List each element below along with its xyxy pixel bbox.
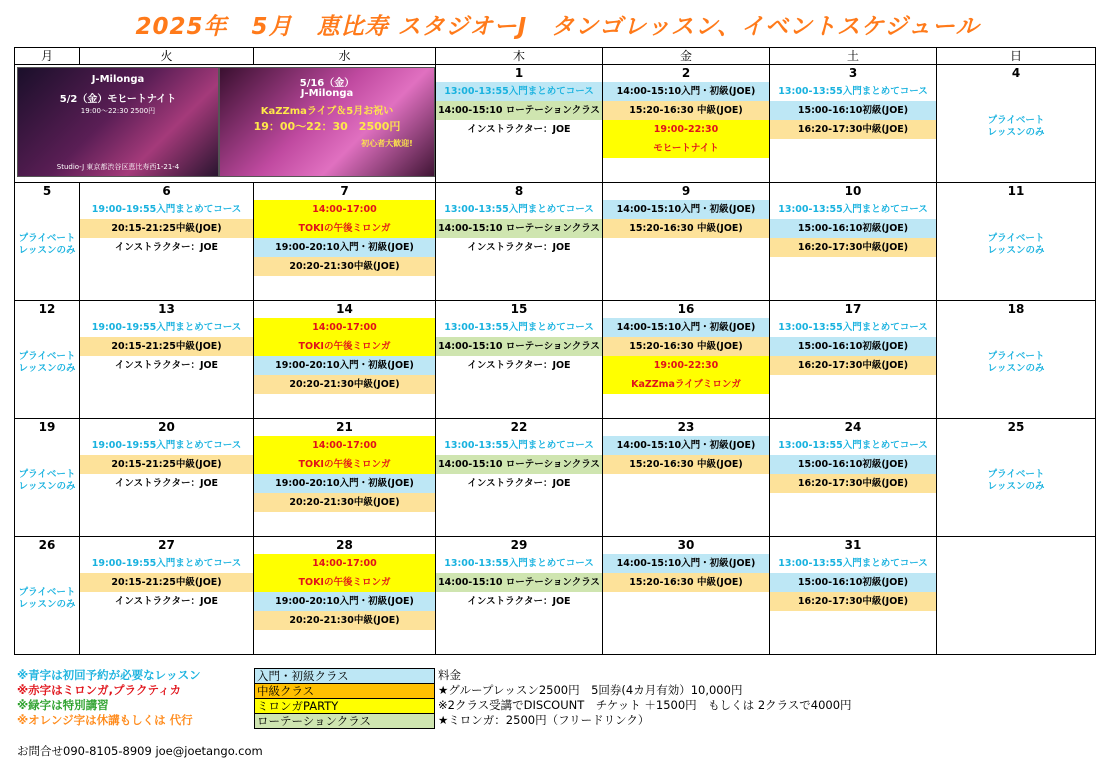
private-lesson-note bbox=[15, 351, 79, 375]
private-label: レッスンのみ bbox=[987, 245, 1045, 256]
schedule-entry: 20:15-21:25中級(JOE) bbox=[80, 337, 253, 356]
page-title: 2025年 5月 恵比寿 スタジオーJ タンゴレッスン、イベントスケジュール bbox=[135, 14, 980, 40]
schedule-entry: 14:00-15:10入門・初級(JOE) bbox=[603, 318, 769, 337]
private-lesson-note bbox=[15, 233, 79, 257]
schedule-entry: インストラクター：JOE bbox=[467, 478, 571, 489]
event-banner-area bbox=[15, 65, 435, 182]
day-number: 5 bbox=[42, 184, 52, 198]
event-banner-cell bbox=[15, 65, 436, 183]
schedule-entry: 15:20-16:30 中級(JOE) bbox=[603, 219, 769, 238]
day-number: 23 bbox=[677, 420, 695, 434]
key-rotation: ローテーションクラス bbox=[255, 714, 435, 729]
day-cell bbox=[15, 301, 80, 419]
schedule-entry: 15:20-16:30 中級(JOE) bbox=[603, 101, 769, 120]
schedule-entry: 19:00-19:55入門まとめてコース bbox=[91, 558, 242, 569]
schedule-entry: 14:00-15:10 ローテーションクラス bbox=[436, 455, 602, 474]
schedule-entry: 13:00-13:55入門まとめてコース bbox=[444, 558, 594, 569]
schedule-entry: 14:00-15:10入門・初級(JOE) bbox=[603, 82, 769, 101]
private-label: プライベート bbox=[987, 469, 1045, 480]
schedule-entry: 15:00-16:10初級(JOE) bbox=[770, 219, 936, 238]
banner-text: KaZZmaライブ＆5月お祝い bbox=[260, 106, 394, 117]
schedule-entry: 16:20-17:30中級(JOE) bbox=[770, 356, 936, 375]
day-number: 28 bbox=[336, 538, 353, 552]
day-number: 18 bbox=[1007, 302, 1025, 316]
day-cell bbox=[436, 301, 603, 419]
schedule-entry: 16:20-17:30中級(JOE) bbox=[770, 238, 936, 257]
schedule-entry: 19:00-19:55入門まとめてコース bbox=[91, 322, 242, 333]
day-cell bbox=[770, 537, 937, 655]
day-cell bbox=[937, 65, 1096, 183]
day-number: 30 bbox=[677, 538, 695, 552]
schedule-entry: 14:00-17:00 bbox=[254, 200, 435, 219]
day-cell bbox=[937, 419, 1096, 537]
fee-heading: 料金 bbox=[438, 668, 461, 682]
day-number: 10 bbox=[844, 184, 862, 198]
private-label: プライベート bbox=[18, 233, 76, 244]
day-cell bbox=[603, 537, 770, 655]
private-label: レッスンのみ bbox=[987, 481, 1045, 492]
schedule-entry: 14:00-17:00 bbox=[254, 318, 435, 337]
day-cell bbox=[937, 537, 1096, 655]
day-number: 2 bbox=[681, 66, 691, 80]
schedule-entry: TOKIの午後ミロンガ bbox=[254, 455, 435, 474]
schedule-entry: 16:20-17:30中級(JOE) bbox=[770, 474, 936, 493]
day-number: 19 bbox=[38, 420, 56, 434]
legend-notes bbox=[17, 668, 201, 728]
private-label: プライベート bbox=[987, 233, 1045, 244]
day-cell bbox=[80, 537, 254, 655]
private-label: レッスンのみ bbox=[18, 363, 76, 374]
week-row bbox=[15, 301, 1096, 419]
schedule-entry: 19:00-20:10入門・初級(JOE) bbox=[254, 592, 435, 611]
day-number: 20 bbox=[158, 420, 175, 434]
fee-info bbox=[438, 668, 852, 728]
day-number: 29 bbox=[510, 538, 528, 552]
weekday-wed: 水 bbox=[254, 48, 436, 65]
day-cell bbox=[254, 537, 436, 655]
schedule-entry: 20:20-21:30中級(JOE) bbox=[254, 611, 435, 630]
weekday-fri: 金 bbox=[603, 48, 770, 65]
schedule-entry: 14:00-17:00 bbox=[254, 436, 435, 455]
private-label: レッスンのみ bbox=[18, 245, 76, 256]
day-cell bbox=[937, 183, 1096, 301]
day-number: 13 bbox=[158, 302, 175, 316]
schedule-entry: 13:00-13:55入門まとめてコース bbox=[444, 440, 594, 451]
week-row bbox=[15, 537, 1096, 655]
schedule-entry: 19:00-19:55入門まとめてコース bbox=[91, 204, 242, 215]
schedule-entry: 20:15-21:25中級(JOE) bbox=[80, 573, 253, 592]
schedule-entry: TOKIの午後ミロンガ bbox=[254, 337, 435, 356]
schedule-entry: 14:00-15:10入門・初級(JOE) bbox=[603, 554, 769, 573]
schedule-entry: 15:00-16:10初級(JOE) bbox=[770, 455, 936, 474]
day-number: 17 bbox=[844, 302, 862, 316]
schedule-entry: インストラクター：JOE bbox=[467, 124, 571, 135]
day-cell bbox=[603, 65, 770, 183]
day-number: 26 bbox=[38, 538, 56, 552]
day-cell bbox=[770, 65, 937, 183]
day-number: 25 bbox=[1007, 420, 1025, 434]
legend-note-green: ※緑字は特別講習 bbox=[17, 698, 109, 712]
banner-text: Studio-J 東京都渋谷区恵比寿西1-21-4 bbox=[56, 163, 180, 171]
schedule-entry: 14:00-15:10 ローテーションクラス bbox=[436, 101, 602, 120]
day-number bbox=[937, 537, 1095, 554]
day-number: 21 bbox=[336, 420, 353, 434]
day-cell bbox=[603, 301, 770, 419]
class-color-key bbox=[254, 668, 435, 729]
week-row bbox=[15, 419, 1096, 537]
schedule-entry: 19:00-20:10入門・初級(JOE) bbox=[254, 356, 435, 375]
schedule-entry: 20:20-21:30中級(JOE) bbox=[254, 375, 435, 394]
private-label: レッスンのみ bbox=[18, 481, 76, 492]
day-cell bbox=[254, 301, 436, 419]
week-row bbox=[15, 183, 1096, 301]
banner-text: 5/2（金）モヒートナイト bbox=[59, 94, 177, 105]
weekday-sun: 日 bbox=[937, 48, 1096, 65]
private-label: レッスンのみ bbox=[987, 127, 1045, 138]
schedule-entry: 20:20-21:30中級(JOE) bbox=[254, 493, 435, 512]
schedule-entry: 13:00-13:55入門まとめてコース bbox=[778, 86, 928, 97]
day-cell bbox=[436, 537, 603, 655]
schedule-entry: 15:00-16:10初級(JOE) bbox=[770, 573, 936, 592]
schedule-entry: モヒートナイト bbox=[603, 139, 769, 158]
schedule-entry: 19:00-19:55入門まとめてコース bbox=[91, 440, 242, 451]
key-intermediate: 中級クラス bbox=[255, 684, 435, 699]
schedule-entry: 15:20-16:30 中級(JOE) bbox=[603, 455, 769, 474]
day-cell bbox=[770, 301, 937, 419]
schedule-entry: 16:20-17:30中級(JOE) bbox=[770, 120, 936, 139]
schedule-entry: 14:00-15:10 ローテーションクラス bbox=[436, 573, 602, 592]
day-number: 7 bbox=[340, 184, 349, 198]
private-label: レッスンのみ bbox=[18, 599, 76, 610]
week-row bbox=[15, 65, 1096, 183]
private-lesson-note bbox=[937, 351, 1095, 375]
day-cell bbox=[254, 419, 436, 537]
schedule-entry: 13:00-13:55入門まとめてコース bbox=[444, 204, 594, 215]
schedule-entry: 19:00-20:10入門・初級(JOE) bbox=[254, 474, 435, 493]
schedule-entry: インストラクター：JOE bbox=[467, 596, 571, 607]
weekday-tue: 火 bbox=[80, 48, 254, 65]
day-cell bbox=[603, 419, 770, 537]
schedule-entry: 14:00-15:10 ローテーションクラス bbox=[436, 219, 602, 238]
day-cell bbox=[436, 183, 603, 301]
legend-note-red: ※赤字はミロンガ,プラクティカ bbox=[17, 683, 182, 697]
key-beginner: 入門・初級クラス bbox=[255, 669, 435, 684]
schedule-entry: インストラクター：JOE bbox=[467, 242, 571, 253]
day-cell bbox=[15, 183, 80, 301]
schedule-entry: 15:00-16:10初級(JOE) bbox=[770, 337, 936, 356]
schedule-entry: 15:20-16:30 中級(JOE) bbox=[603, 337, 769, 356]
banner-text: 19：00～22：30 2500円 bbox=[253, 120, 401, 133]
schedule-entry: 14:00-15:10入門・初級(JOE) bbox=[603, 200, 769, 219]
schedule-entry: 20:15-21:25中級(JOE) bbox=[80, 219, 253, 238]
private-label: プライベート bbox=[18, 351, 76, 362]
day-number: 24 bbox=[844, 420, 862, 434]
schedule-entry: 14:00-17:00 bbox=[254, 554, 435, 573]
day-number: 31 bbox=[844, 538, 862, 552]
day-cell bbox=[15, 419, 80, 537]
day-cell bbox=[770, 183, 937, 301]
schedule-entry: 14:00-15:10入門・初級(JOE) bbox=[603, 436, 769, 455]
schedule-entry: KaZZmaライブミロンガ bbox=[603, 375, 769, 394]
schedule-entry: 13:00-13:55入門まとめてコース bbox=[778, 322, 928, 333]
day-cell bbox=[15, 537, 80, 655]
weekday-sat: 土 bbox=[770, 48, 937, 65]
schedule-entry: 20:20-21:30中級(JOE) bbox=[254, 257, 435, 276]
event-banner-kazzma[interactable] bbox=[219, 67, 435, 177]
schedule-entry: 20:15-21:25中級(JOE) bbox=[80, 455, 253, 474]
schedule-entry: 13:00-13:55入門まとめてコース bbox=[778, 558, 928, 569]
schedule-entry: インストラクター：JOE bbox=[114, 360, 219, 371]
schedule-entry: 15:20-16:30 中級(JOE) bbox=[603, 573, 769, 592]
schedule-entry: 14:00-15:10 ローテーションクラス bbox=[436, 337, 602, 356]
day-cell bbox=[254, 183, 436, 301]
schedule-entry: 13:00-13:55入門まとめてコース bbox=[778, 204, 928, 215]
legend-note-orange: ※オレンジ字は休講もしくは 代行 bbox=[17, 713, 193, 727]
banner-text: 19:00～22:30 2500円 bbox=[80, 107, 156, 115]
schedule-entry: 15:00-16:10初級(JOE) bbox=[770, 101, 936, 120]
day-cell bbox=[436, 65, 603, 183]
day-number: 4 bbox=[1011, 66, 1021, 80]
banner-text: 初心者大歓迎! bbox=[361, 139, 413, 148]
day-cell bbox=[436, 419, 603, 537]
day-number: 14 bbox=[336, 302, 353, 316]
day-number: 8 bbox=[514, 184, 524, 198]
private-label: レッスンのみ bbox=[987, 363, 1045, 374]
private-lesson-note bbox=[937, 469, 1095, 493]
private-lesson-note bbox=[15, 469, 79, 493]
day-number: 6 bbox=[162, 184, 171, 198]
schedule-entry: 19:00-22:30 bbox=[603, 356, 769, 375]
schedule-entry: 13:00-13:55入門まとめてコース bbox=[436, 82, 602, 101]
day-number: 15 bbox=[510, 302, 528, 316]
schedule-entry: インストラクター：JOE bbox=[114, 596, 219, 607]
banner-text: J-Milonga bbox=[300, 88, 354, 99]
schedule-entry: TOKIの午後ミロンガ bbox=[254, 573, 435, 592]
day-cell bbox=[80, 301, 254, 419]
day-number: 1 bbox=[514, 66, 524, 80]
day-cell bbox=[937, 301, 1096, 419]
day-number: 9 bbox=[681, 184, 691, 198]
weekday-thu: 木 bbox=[436, 48, 603, 65]
schedule-entry: インストラクター：JOE bbox=[467, 360, 571, 371]
schedule-entry: 13:00-13:55入門まとめてコース bbox=[778, 440, 928, 451]
event-banner-mojito[interactable] bbox=[17, 67, 219, 177]
weekday-mon: 月 bbox=[15, 48, 80, 65]
schedule-entry: 19:00-20:10入門・初級(JOE) bbox=[254, 238, 435, 257]
day-number: 22 bbox=[510, 420, 528, 434]
schedule-entry: インストラクター：JOE bbox=[114, 242, 219, 253]
private-label: プライベート bbox=[18, 587, 76, 598]
private-label: プライベート bbox=[987, 115, 1045, 126]
contact-info: お問合せ090-8105-8909 joe@joetango.com bbox=[17, 744, 263, 758]
calendar-grid bbox=[14, 47, 1096, 655]
schedule-entry: 19:00-22:30 bbox=[603, 120, 769, 139]
day-cell bbox=[603, 183, 770, 301]
schedule-entry: インストラクター：JOE bbox=[114, 478, 219, 489]
schedule-entry: 13:00-13:55入門まとめてコース bbox=[444, 322, 594, 333]
banner-text: 5/16（金） bbox=[299, 78, 355, 89]
private-label: プライベート bbox=[18, 469, 76, 480]
legend-note-blue: ※青字は初回予約が必要なレッスン bbox=[17, 668, 201, 682]
schedule-entry: TOKIの午後ミロンガ bbox=[254, 219, 435, 238]
fee-milonga: ★ミロンガ：2500円（フリードリンク） bbox=[438, 713, 650, 727]
weekday-header bbox=[15, 48, 1096, 65]
day-number: 3 bbox=[848, 66, 858, 80]
day-number: 11 bbox=[1007, 184, 1025, 198]
day-number: 27 bbox=[158, 538, 175, 552]
day-number: 16 bbox=[677, 302, 695, 316]
key-milonga-party: ミロンガPARTY bbox=[255, 699, 435, 714]
day-number: 12 bbox=[38, 302, 56, 316]
day-cell bbox=[80, 419, 254, 537]
schedule-entry: 16:20-17:30中級(JOE) bbox=[770, 592, 936, 611]
day-cell bbox=[80, 183, 254, 301]
private-label: プライベート bbox=[987, 351, 1045, 362]
private-lesson-note bbox=[15, 587, 79, 611]
private-lesson-note bbox=[937, 115, 1095, 139]
fee-discount: ※2クラス受講でDISCOUNT チケット ＋1500円 もしくは 2クラスで4000円 bbox=[438, 698, 852, 712]
fee-group-lesson: ★グループレッスン2500円 5回券(4カ月有効）10,000円 bbox=[438, 683, 743, 697]
day-cell bbox=[770, 419, 937, 537]
private-lesson-note bbox=[937, 233, 1095, 257]
banner-text: J-Milonga bbox=[91, 74, 145, 85]
